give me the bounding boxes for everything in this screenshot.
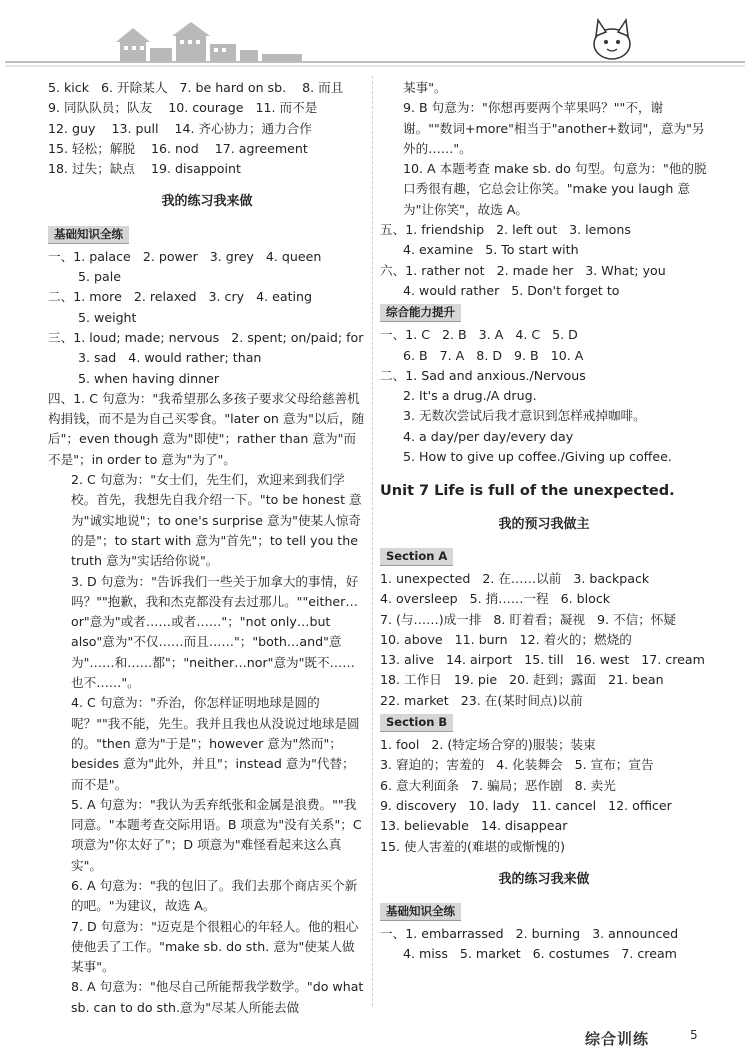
page-number: 5 [690, 1028, 698, 1042]
house-silhouette-icon [116, 22, 302, 62]
footer-logo: 综合训练 [585, 1030, 650, 1048]
answer-line: 4. oversleep 5. 捎……一程 6. block [380, 591, 611, 607]
answer-line: 6. 意大利面条 7. 骗局；恶作剧 8. 卖光 [380, 777, 616, 793]
section-tag: 综合能力提升 [380, 304, 461, 322]
answer-line: 4. miss 5. market 6. costumes 7. cream [403, 946, 677, 962]
answer-line: 15. 使人害羞的(难堪的或惭愧的) [380, 838, 565, 854]
answer-line: 7. (与……)成一排 8. 盯着看；凝视 9. 不信；怀疑 [380, 611, 676, 627]
answer-line: 4. examine 5. To start with [403, 242, 579, 258]
answer-line: 15. 轻松；解脱 16. nod 17. agreement [48, 140, 308, 156]
answer-line: 六、1. rather not 2. made her 3. What; you [380, 262, 666, 278]
answer-line: 13. believable 14. disappear [380, 818, 568, 834]
header-banner [0, 0, 750, 70]
section-heading: 我的练习我来做 [161, 194, 253, 210]
answer-line: 9. discovery 10. lady 11. cancel 12. officer [380, 797, 672, 813]
answer-line: 8. A 句意为："他尽自己所能帮我学数学。"do what sb. can to do sth.意为"尽某人所能去做 [71, 979, 364, 1015]
answer-line: 5. A 句意为："我认为丢弃纸张和金属是浪费。""我同意。"本题考查交际用语。B 项意为"没有关系"；C 项意为"你太好了"；D 项意为"难怪看起来这么真实"。 [71, 796, 362, 873]
answer-line: 5. when having dinner [78, 370, 220, 386]
answer-line: 一、1. embarrassed 2. burning 3. announced [380, 926, 679, 942]
answer-line: 1. fool 2. (特定场合穿的)服装；装束 [380, 737, 596, 753]
answer-line: 某事"。 [403, 80, 447, 95]
answer-line: 2. C 句意为："女士们，先生们，欢迎来到我们学校。首先，我想先自我介绍一下。"to be honest 意为"诚实地说"；to one's surprise 意为"使某人惊奇的是"；to start with 意为"首先"；to tell you the truth 意为"实话给你说"。 [71, 472, 362, 569]
left-column [48, 78, 366, 1018]
answer-line: 5. pale [78, 269, 121, 285]
answer-line: 6. A 句意为："我的包旧了。我们去那个商店买个新的吧。"为建议，故选 A。 [71, 877, 358, 914]
right-column [380, 78, 708, 965]
answer-line: 二、1. more 2. relaxed 3. cry 4. eating [48, 289, 313, 305]
cat-mascot-icon [594, 20, 630, 59]
answer-line: 1. unexpected 2. 在……以前 3. backpack [380, 570, 650, 586]
answer-line: 18. 工作日 19. pie 20. 赶到；露面 21. bean [380, 672, 664, 688]
section-tag: Section B [380, 714, 453, 732]
answer-line: 9. 同队队员；队友 10. courage 11. 而不是 [48, 100, 318, 116]
answer-line: 18. 过失；缺点 19. disappoint [48, 161, 241, 177]
answer-line: 一、1. C 2. B 3. A 4. C 5. D [380, 327, 578, 343]
answer-line: 10. A 本题考查 make sb. do 句型。句意为："他的脱口秀很有趣，它总会让你笑。"make you laugh 意为"让你笑"，故选 A。 [403, 161, 707, 217]
answer-line: 3. 无数次尝试后我才意识到怎样戒掉咖啡。 [403, 408, 646, 424]
answer-line: 二、1. Sad and anxious./Nervous [380, 367, 586, 383]
section-heading: 我的练习我来做 [498, 871, 590, 887]
answer-line: 五、1. friendship 2. left out 3. lemons [380, 222, 631, 238]
column-divider [372, 76, 374, 1006]
answer-line: 4. a day/per day/every day [403, 428, 574, 444]
answer-line: 22. market 23. 在(某时间点)以前 [380, 692, 583, 708]
unit-title: Unit 7 Life is full of the unexpected. [380, 483, 675, 500]
answer-line: 10. above 11. burn 12. 着火的；燃烧的 [380, 631, 632, 647]
section-tag: Section A [380, 548, 453, 566]
answer-line: 9. B 句意为："你想再要两个苹果吗？""不，谢谢。""数词+more"相当于"another+数词"，意为"另外的……"。 [403, 100, 705, 156]
answer-line: 5. weight [78, 309, 137, 325]
answer-line: 3. D 句意为："告诉我们一些关于加拿大的事情，好吗？""抱歉，我和杰克都没有去过那儿。""either…or"意为"或者……或者……"；"not only…but also"意为"不仅……而且……"；"both…and"意为"……和……都"；"neither…nor"意为"既不……也不……"。 [71, 573, 359, 691]
answer-line: 7. D 句意为："迈克是个很粗心的年轻人。他的粗心使他丢了工作。"make sb. do sth. 意为"使某人做某事"。 [71, 918, 359, 975]
answer-line: 5. kick 6. 开除某人 7. be hard on sb. 8. 而且 [48, 80, 344, 95]
answer-line: 三、1. loud; made; nervous 2. spent; on/paid; for [48, 329, 364, 345]
answer-line: 一、1. palace 2. power 3. grey 4. queen [48, 248, 322, 264]
answer-line: 3. sad 4. would rather; than [78, 350, 262, 366]
answer-line: 4. would rather 5. Don't forget to [403, 282, 620, 298]
answer-line: 13. alive 14. airport 15. till 16. west 17. cream [380, 652, 705, 668]
answer-line: 2. It's a drug./A drug. [403, 388, 537, 404]
answer-line: 12. guy 13. pull 14. 齐心协力；通力合作 [48, 120, 312, 136]
section-heading: 我的预习我做主 [498, 516, 590, 532]
answer-line: 四、1. C 句意为："我希望那么多孩子要求父母给慈善机构捐钱，而不是为自己买零食。"later on 意为"以后，随后"；even though 意为"即使"；rather than 意为"而不是"；in order to 意为"为了"。 [48, 390, 365, 467]
section-tag: 基础知识全练 [48, 226, 129, 244]
answer-line: 5. How to give up coffee./Giving up coffee. [403, 449, 672, 465]
section-tag: 基础知识全练 [380, 903, 461, 921]
answer-line: 3. 窘迫的；害羞的 4. 化装舞会 5. 宣布；宣告 [380, 757, 654, 773]
answer-line: 6. B 7. A 8. D 9. B 10. A [403, 347, 584, 363]
answer-line: 4. C 句意为："乔治，你怎样证明地球是圆的呢？""我不能，先生。我并且我也从没说过地球是圆的。"then 意为"于是"；however 意为"然而"；besides 意为"此外，并且"；instead 意为"代替；而不是"。 [71, 695, 360, 792]
